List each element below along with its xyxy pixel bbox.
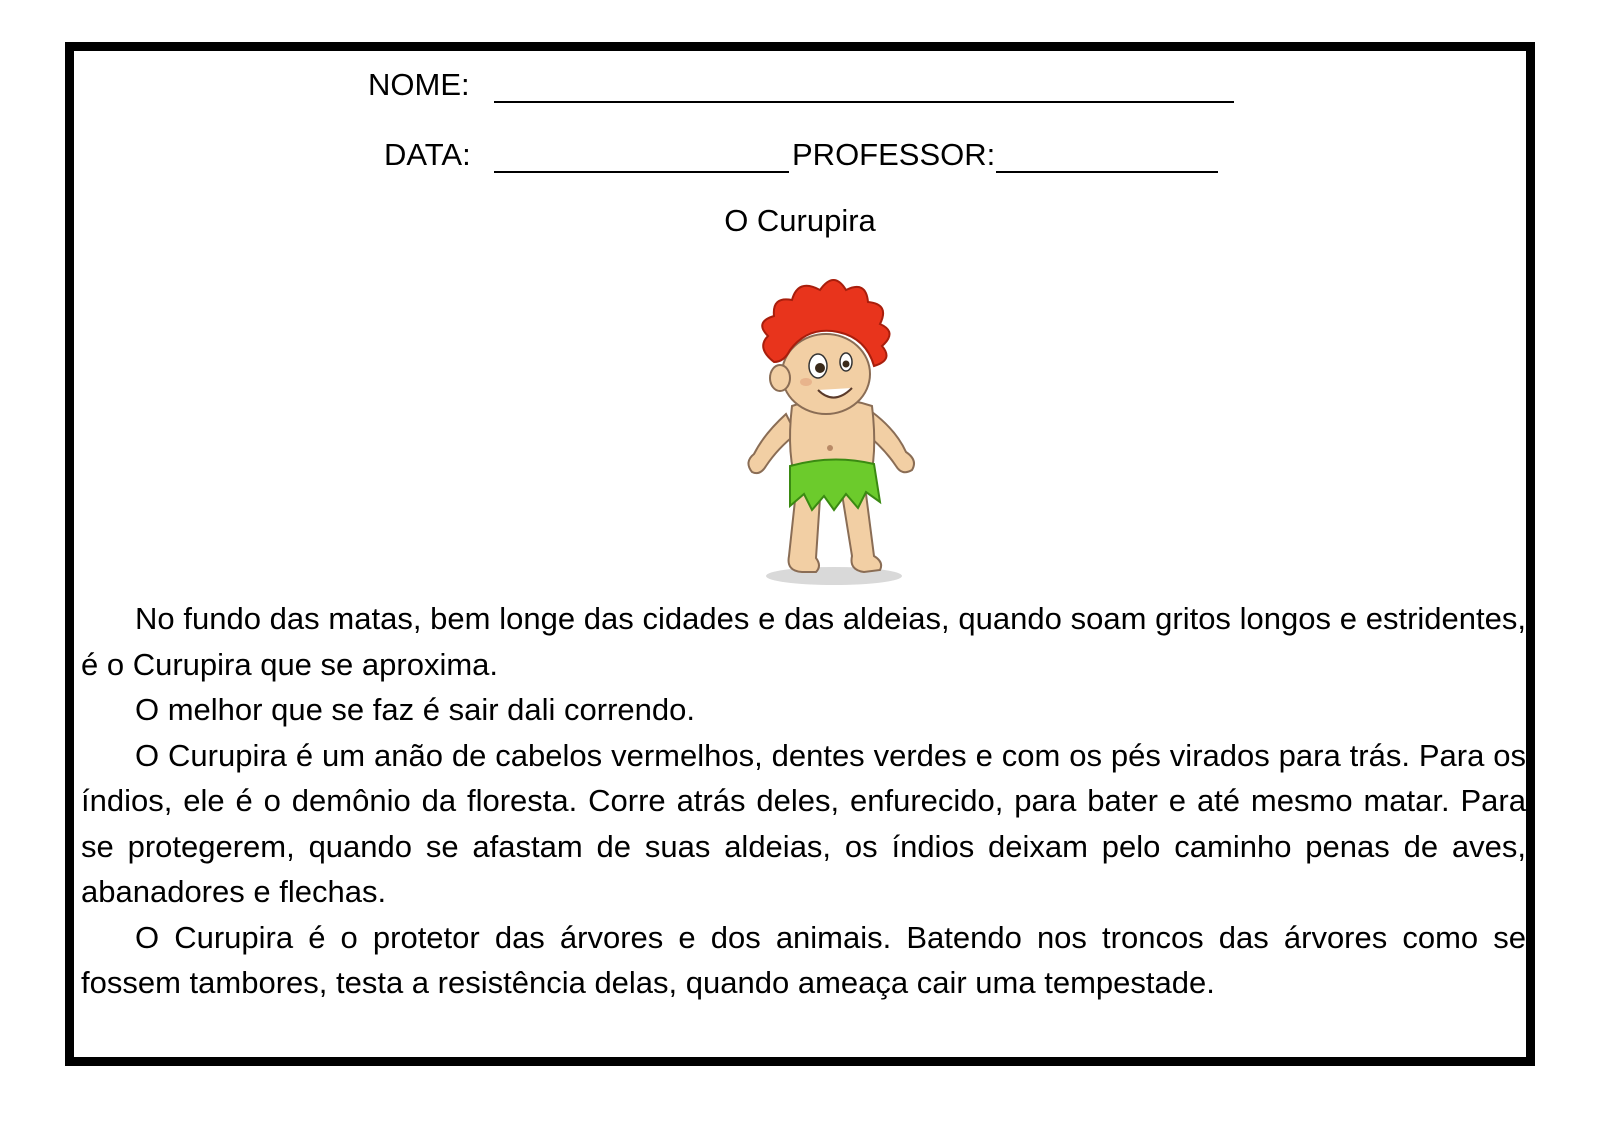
paragraph-4: O Curupira é o protetor das árvores e dos animais. Batendo nos troncos das árvores como se fossem tambores, testa a resistência delas, quando ameaça cair uma tempestade. [81, 919, 1526, 1000]
teacher-label: PROFESSOR: [792, 137, 996, 172]
worksheet-frame [65, 42, 1535, 1066]
paragraph-3: O Curupira é um anão de cabelos vermelhos, dentes verdes e com os pés virados para trás. Para os índios, ele é o demônio da floresta. Corre atrás deles, enfurecido, para bater e até mesmo matar. Para se protegerem, quando se afastam de suas aldeias, os índios deixam pelo caminho penas de aves, abanadores e flechas. [81, 737, 1526, 909]
name-label: NOME: [368, 67, 470, 102]
paragraph-1: No fundo das matas, bem longe das cidades e das aldeias, quando soam gritos longos e estridentes, é o Curupira que se aproxima. [81, 601, 1526, 682]
name-blank-line[interactable] [494, 101, 1234, 103]
teacher-blank-line[interactable] [996, 171, 1218, 173]
page-title: O Curupira [724, 203, 876, 238]
paragraph-2: O melhor que se faz é sair dali correndo. [135, 692, 695, 727]
date-label: DATA: [384, 137, 471, 172]
story-text [81, 596, 1526, 1006]
curupira-illustration-icon [734, 266, 934, 596]
date-blank-line[interactable] [494, 171, 789, 173]
